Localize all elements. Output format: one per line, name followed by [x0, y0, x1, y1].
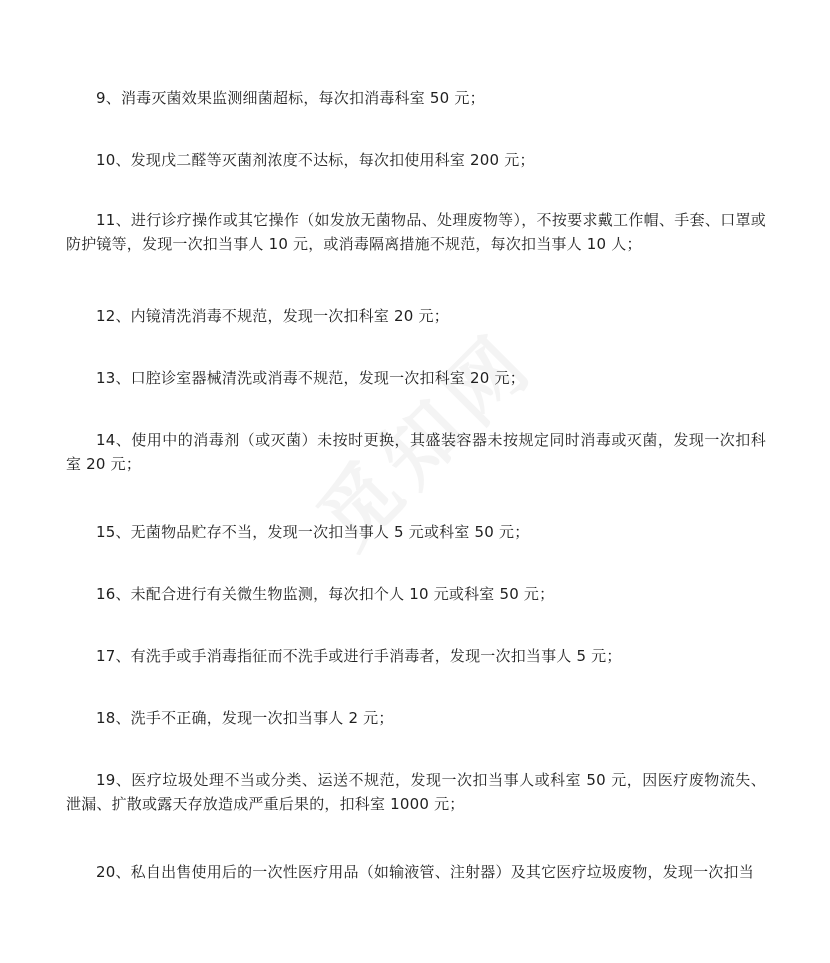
- paragraph-11: 11、进行诊疗操作或其它操作（如发放无菌物品、处理废物等），不按要求戴工作帽、手套、口罩或防护镜等，发现一次扣当事人 10 元，或消毒隔离措施不规范，每次扣当事人 10 人；: [66, 211, 766, 253]
- paragraph-14: 14、使用中的消毒剂（或灭菌）未按时更换，其盛装容器未按规定同时消毒或灭菌，发现一次扣科室 20 元；: [66, 431, 766, 473]
- paragraph-12: 12、内镜清洗消毒不规范，发现一次扣科室 20 元；: [96, 307, 449, 325]
- paragraph-19: 19、医疗垃圾处理不当或分类、运送不规范，发现一次扣当事人或科室 50 元，因医疗废物流失、泄漏、扩散或露天存放造成严重后果的，扣科室 1000 元；: [66, 771, 766, 813]
- paragraph-9: 9、消毒灭菌效果监测细菌超标，每次扣消毒科室 50 元；: [96, 89, 485, 107]
- paragraph-18: 18、洗手不正确，发现一次扣当事人 2 元；: [96, 709, 394, 727]
- paragraph-17: 17、有洗手或手消毒指征而不洗手或进行手消毒者，发现一次扣当事人 5 元；: [96, 647, 622, 665]
- paragraph-13: 13、口腔诊室器械清洗或消毒不规范，发现一次扣科室 20 元；: [96, 369, 525, 387]
- paragraph-20: 20、私自出售使用后的一次性医疗用品（如输液管、注射器）及其它医疗垃圾废物，发现一次扣当: [96, 863, 754, 881]
- paragraph-15: 15、无菌物品贮存不当，发现一次扣当事人 5 元或科室 50 元；: [96, 523, 530, 541]
- paragraph-16: 16、未配合进行有关微生物监测，每次扣个人 10 元或科室 50 元；: [96, 585, 555, 603]
- paragraph-10: 10、发现戊二醛等灭菌剂浓度不达标，每次扣使用科室 200 元；: [96, 151, 535, 169]
